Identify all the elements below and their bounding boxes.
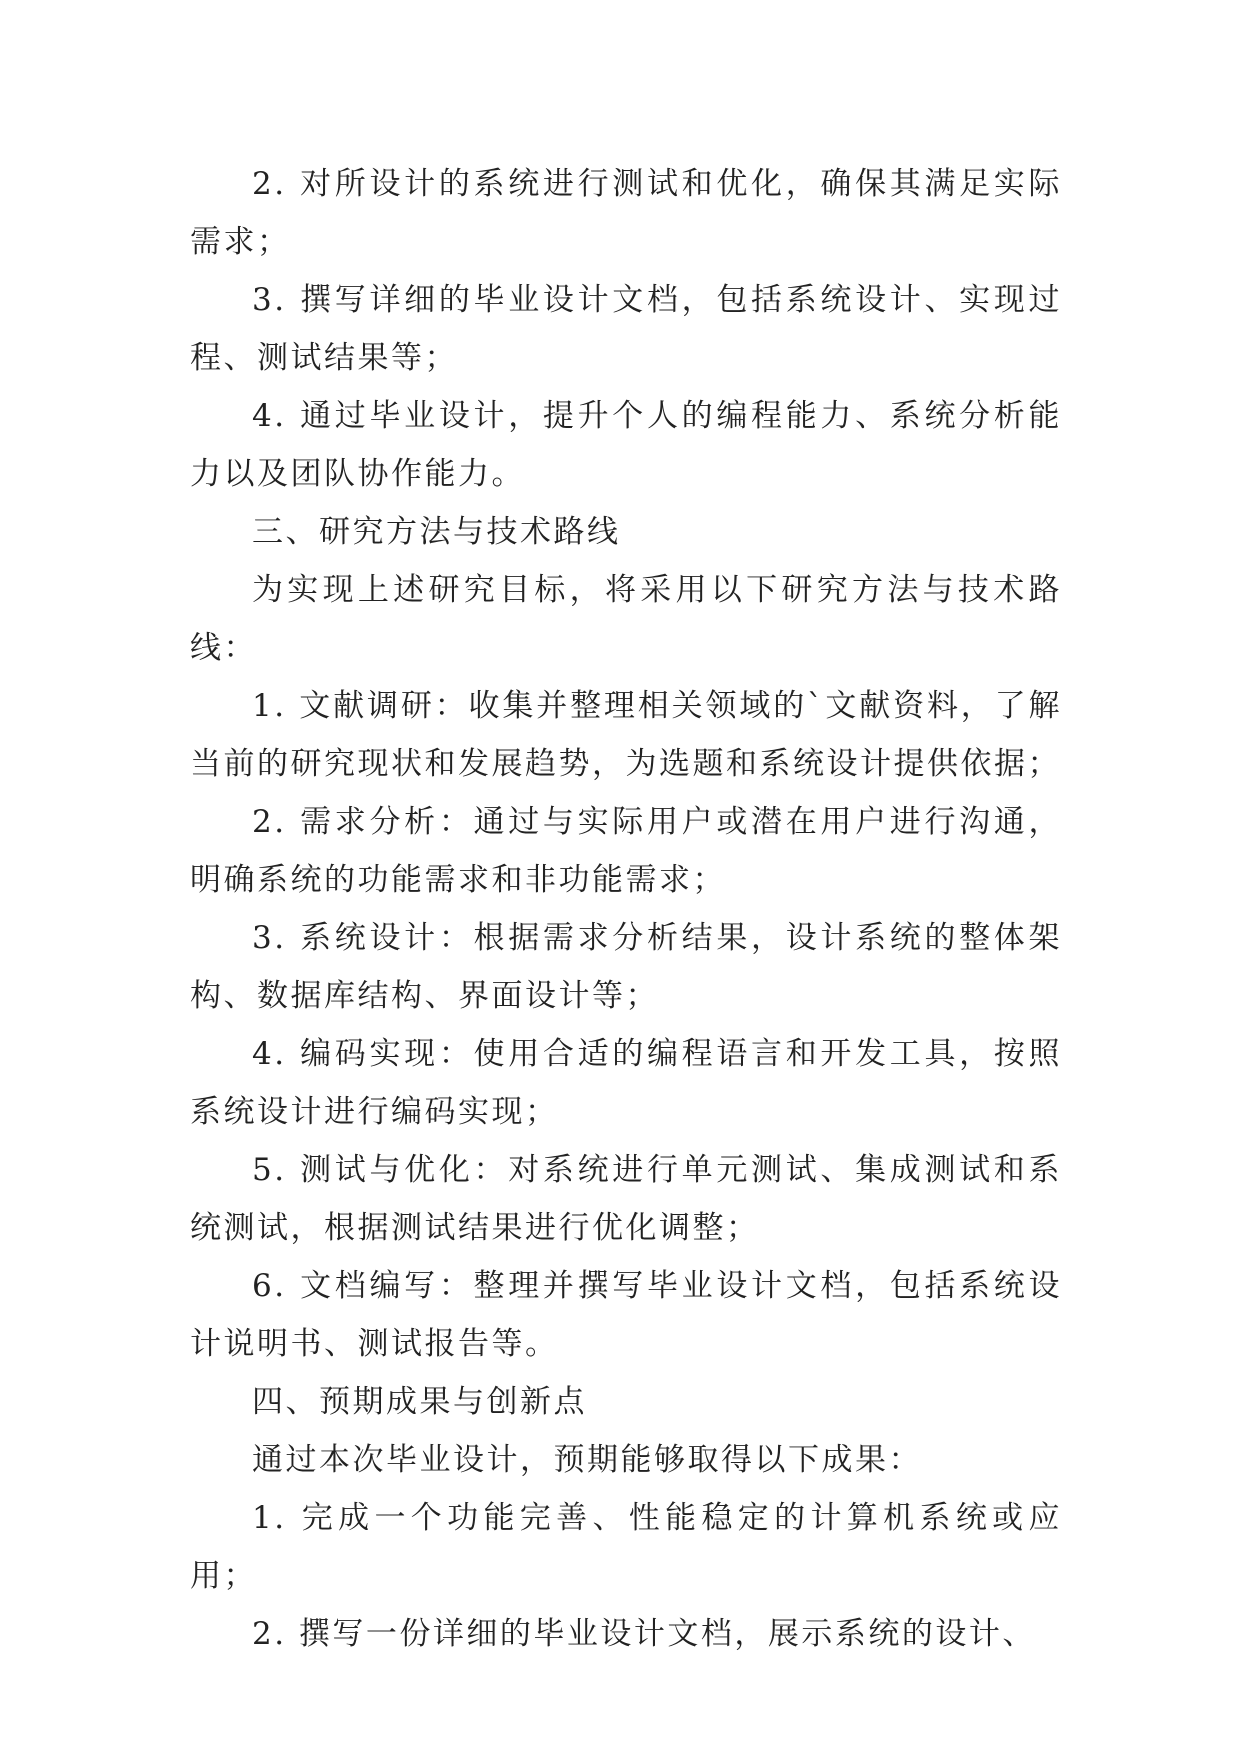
paragraph-method-2: 2. 需求分析：通过与实际用户或潜在用户进行沟通，明确系统的功能需求和非功能需求；	[190, 804, 1062, 898]
paragraph-method-4: 4. 编码实现：使用合适的编程语言和开发工具，按照系统设计进行编码实现；	[190, 1036, 1062, 1130]
paragraph-method-3: 3. 系统设计：根据需求分析结果，设计系统的整体架构、数据库结构、界面设计等；	[190, 920, 1062, 1014]
paragraph-method-6: 6. 文档编写：整理并撰写毕业设计文档，包括系统设计说明书、测试报告等。	[190, 1268, 1062, 1362]
paragraph-outcome-1: 1. 完成一个功能完善、性能稳定的计算机系统或应用；	[190, 1500, 1062, 1594]
section-heading-outcomes: 四、预期成果与创新点	[252, 1384, 587, 1420]
paragraph-method-5: 5. 测试与优化：对系统进行单元测试、集成测试和系统测试，根据测试结果进行优化调整；	[190, 1152, 1062, 1246]
document-body	[190, 155, 1062, 1663]
paragraph-goal-3: 3. 撰写详细的毕业设计文档，包括系统设计、实现过程、测试结果等；	[190, 282, 1062, 376]
paragraph-methods-intro: 为实现上述研究目标，将采用以下研究方法与技术路线：	[190, 572, 1062, 666]
paragraph-outcomes-intro: 通过本次毕业设计，预期能够取得以下成果：	[252, 1442, 922, 1478]
paragraph-method-1: 1. 文献调研：收集并整理相关领域的`文献资料，了解当前的研究现状和发展趋势，为选题和系统设计提供依据；	[190, 688, 1062, 782]
paragraph-outcome-2: 2. 撰写一份详细的毕业设计文档，展示系统的设计、	[252, 1616, 1036, 1652]
section-heading-methods: 三、研究方法与技术路线	[252, 514, 621, 550]
paragraph-goal-4: 4. 通过毕业设计，提升个人的编程能力、系统分析能力以及团队协作能力。	[190, 398, 1062, 492]
paragraph-goal-2: 2. 对所设计的系统进行测试和优化，确保其满足实际需求；	[190, 166, 1062, 260]
